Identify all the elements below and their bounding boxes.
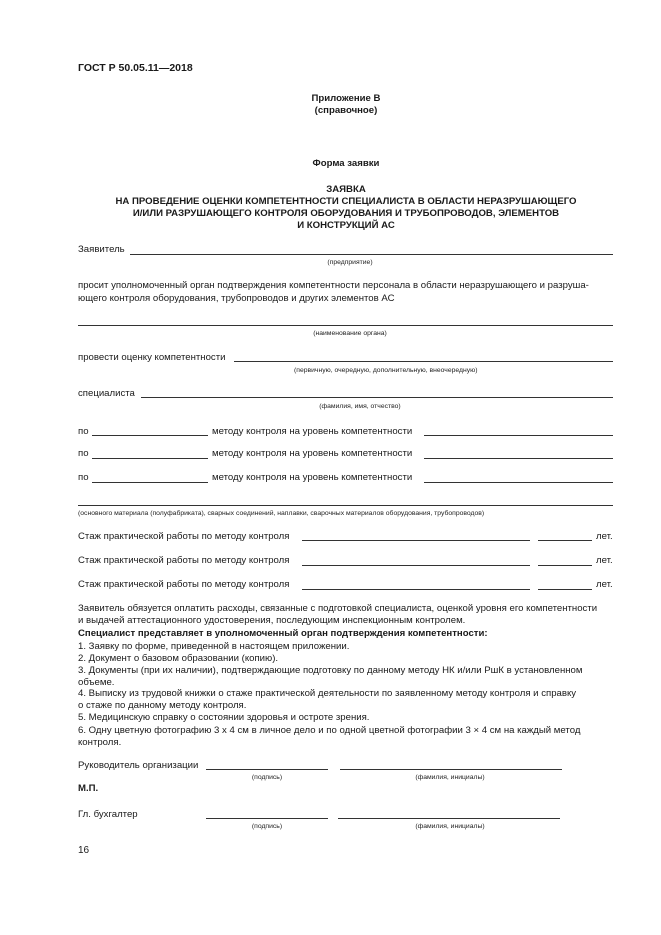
document-item: 2. Документ о базовом образовании (копию). [78,653,279,664]
head-label: Руководитель организации [78,760,199,771]
document-code: ГОСТ Р 50.05.11—2018 [78,62,193,74]
organ-line[interactable] [78,325,613,326]
level-line[interactable] [424,435,613,436]
document-item: 5. Медицинскую справку о состоянии здоровья и остроте зрения. [78,712,370,723]
method-text: методу контроля на уровень компетентности [212,472,413,483]
request-text: ющего контроля оборудования, трубопроводов и других элементов АС [78,293,395,304]
obligation-text: и выдачей аттестационного удостоверения, последующим инспекционным контролем. [78,615,466,626]
assess-label: провести оценку компетентности [78,352,226,363]
experience-method-line[interactable] [302,589,530,590]
accountant-name-line[interactable] [338,818,560,819]
applicant-line[interactable] [130,254,613,255]
experience-years-line[interactable] [538,589,592,590]
level-line[interactable] [424,458,613,459]
organ-hint: (наименование органа) [313,330,387,337]
specialist-line[interactable] [141,397,613,398]
experience-years-line[interactable] [538,565,592,566]
method-prefix: по [78,472,89,483]
document-item: 6. Одну цветную фотографию 3 х 4 см в личное дело и по одной цветной фотографии 3 × 4 см на каждый метод [78,725,581,736]
method-text: методу контроля на уровень компетентности [212,426,413,437]
application-heading: ЗАЯВКА [326,184,366,195]
experience-label: Стаж практической работы по методу контроля [78,555,290,566]
documents-heading: Специалист представляет в уполномоченный орган подтверждения компетентности: [78,628,488,639]
experience-method-line[interactable] [302,540,530,541]
experience-unit: лет. [596,555,613,566]
appendix-subtitle: (справочное) [314,105,378,116]
page-number: 16 [78,845,90,856]
experience-unit: лет. [596,531,613,542]
document-item: объеме. [78,677,115,688]
experience-method-line[interactable] [302,565,530,566]
accountant-signature-line[interactable] [206,818,328,819]
method-line[interactable] [92,482,208,483]
document-item: 1. Заявку по форме, приведенной в настоящем приложении. [78,641,350,652]
obligation-text: Заявитель обязуется оплатить расходы, связанные с подготовкой специалиста, оценкой уровня его компетентности [78,603,598,614]
application-subject-line: И/ИЛИ РАЗРУШАЮЩЕГО КОНТРОЛЯ ОБОРУДОВАНИЯ И ТРУБОПРОВОДОВ, ЭЛЕМЕНТОВ [132,208,560,219]
form-title: Форма заявки [312,158,380,169]
document-item: 4. Выписку из трудовой книжки о стаже практической деятельности по заявленному методу контроля и справку [78,688,577,699]
method-prefix: по [78,426,89,437]
method-line[interactable] [92,435,208,436]
appendix-title: Приложение В [311,93,381,104]
document-item: о стаже по данному методу контроля. [78,700,247,711]
applicant-hint: (предприятие) [327,259,373,266]
assess-line[interactable] [234,361,613,362]
accountant-label: Гл. бухгалтер [78,809,138,820]
experience-unit: лет. [596,579,613,590]
signature-hint: (подпись) [251,823,283,830]
application-subject-line: И КОНСТРУКЦИЙ АС [297,220,395,231]
level-line[interactable] [424,482,613,483]
document-item: 3. Документы (при их наличии), подтверждающие подготовку по данному методу НК и/или РшК в установленном [78,665,583,676]
method-prefix: по [78,448,89,459]
head-signature-line[interactable] [206,769,328,770]
request-text: просит уполномоченный орган подтверждения компетентности персонала в области неразрушающего и разруша- [78,280,589,291]
applicant-label: Заявитель [78,244,125,255]
assess-hint: (первичную, очередную, дополнительную, внеочередную) [294,367,478,374]
specialist-hint: (фамилия, имя, отчество) [319,403,401,410]
material-line[interactable] [78,505,613,506]
experience-years-line[interactable] [538,540,592,541]
material-hint: (основного материала (полуфабриката), сварных соединений, наплавки, сварочных материалов оборудования, трубопроводов) [78,510,485,517]
application-subject-line: НА ПРОВЕДЕНИЕ ОЦЕНКИ КОМПЕТЕНТНОСТИ СПЕЦИАЛИСТА В ОБЛАСТИ НЕРАЗРУШАЮЩЕГО [115,196,577,207]
stamp-label: М.П. [78,783,99,794]
experience-label: Стаж практической работы по методу контроля [78,579,290,590]
document-item: контроля. [78,737,122,748]
experience-label: Стаж практической работы по методу контроля [78,531,290,542]
head-name-line[interactable] [340,769,562,770]
method-line[interactable] [92,458,208,459]
signature-hint: (подпись) [251,774,283,781]
specialist-label: специалиста [78,388,135,399]
name-hint: (фамилия, инициалы) [415,774,485,781]
method-text: методу контроля на уровень компетентности [212,448,413,459]
name-hint: (фамилия, инициалы) [415,823,485,830]
